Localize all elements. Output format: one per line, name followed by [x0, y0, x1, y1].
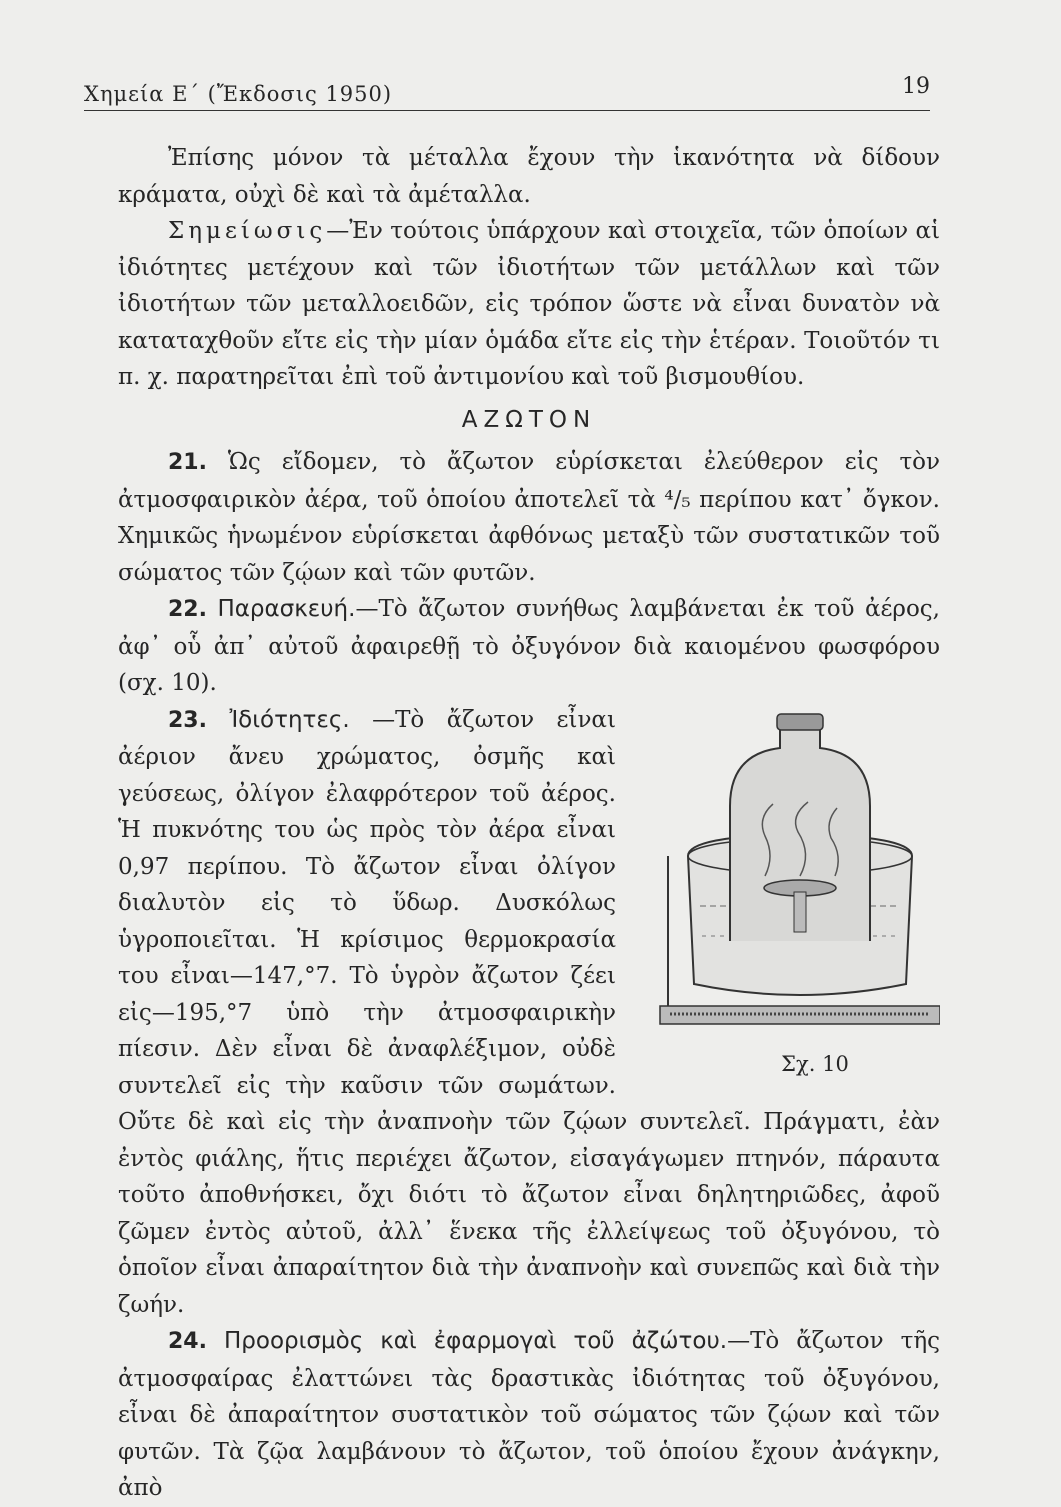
- note-lead: Σημείωσις: [168, 218, 327, 244]
- header-title: Χημεία Ε΄ (Ἔκδοσις 1950): [84, 82, 393, 106]
- section-23-text: —Τὸ ἄζωτον εἶναι ἀέριον ἄνευ χρώματος, ὀσμῆς καὶ γεύσεως, ὀλίγον ἐλαφρότερον τοῦ ἀέρος. Ἡ πυκνότης του ὡς πρὸς τὸν ἀέρα εἶναι 0,97 περίπου. Τὸ ἄζωτον εἶναι ὀλίγον διαλυτὸν εἰς τὸ ὕδωρ. Δυσκόλως ὑγροποιεῖται. Ἡ κρίσιμος θερμοκρασία του εἶναι—147,°7. Τὸ ὑγρὸν ἄζωτον ζέει εἰς—195,°7 ὑπὸ τὴν ἀτμοσφαιρικὴν πίεσιν. Δὲν εἶναι δὲ ἀναφλέξιμον, οὐδὲ συντελεῖ εἰς τὴν καῦσιν τῶν σωμάτων. Οὔτε δὲ καὶ εἰς τὴν ἀναπνοὴν τῶν ζῴων συντελεῖ. Πράγματι, ἐὰν ἐντὸς φιάλης, ἥτις περιέχει ἄζωτον, εἰσαγάγωμεν πτηνόν, πάραυτα τοῦτο ἀποθνήσκει, ὄχι διότι τὸ ἄζωτον εἶναι δηλητηριῶδες, ἀφοῦ ζῶμεν ἐντὸς αὐτοῦ, ἀλλ᾿ ἕνεκα τῆς ἐλλείψεως τοῦ ὀξυγόνου, τὸ ὁποῖον εἶναι ἀπαραίτητον διὰ τὴν ἀναπνοὴν καὶ συνεπῶς καὶ διὰ τὴν ζωήν.: [118, 706, 940, 1318]
- section-21-number: 21.: [168, 450, 207, 475]
- section-24-number: 24.: [168, 1329, 207, 1354]
- note-text: —Ἐν τούτοις ὑπάρχουν καὶ στοιχεῖα, τῶν ὁποίων αἱ ἰδιότητες μετέχουν καὶ τῶν ἰδιοτήτων τῶν μετάλλων καὶ τῶν ἰδιοτήτων τῶν μεταλλοειδῶν, εἰς τρόπον ὥστε νὰ εἶναι δυνατὸν νὰ καταταχθοῦν εἴτε εἰς τὴν μίαν ὁμάδα εἴτε εἰς τὴν ἑτέραν. Τοιοῦτόν τι π. χ. παρατηρεῖται ἐπὶ τοῦ ἀντιμονίου καὶ τοῦ βισμουθίου.: [118, 218, 940, 390]
- bell-jar-illustration: [640, 706, 940, 1046]
- figure-caption: Σχ. 10: [781, 1051, 849, 1076]
- section-21-text: Ὡς εἴδομεν, τὸ ἄζωτον εὑρίσκεται ἐλεύθερον εἰς τὸν ἀτμοσφαιρικὸν ἀέρα, τοῦ ὁποίου ἀποτελεῖ τὰ ⁴/₅ περίπου κατ᾿ ὄγκον. Χημικῶς ἡνωμένον εὑρίσκεται ἀφθόνως μεταξὺ τῶν συστατικῶν τοῦ σώματος τῶν ζῴων καὶ τῶν φυτῶν.: [118, 449, 940, 586]
- section-23: [118, 702, 940, 1324]
- running-header: [84, 68, 930, 111]
- page-number: 19: [902, 74, 930, 99]
- section-22-text: —Τὸ ἄζωτον συνήθως λαμβάνεται ἐκ τοῦ ἀέρος, ἀφ᾿ οὗ ἀπ᾿ αὐτοῦ ἀφαιρεθῇ τὸ ὀξυγόνον διὰ καιομένου φωσφόρου (σχ. 10).: [118, 596, 940, 696]
- figure-10: [640, 706, 940, 1076]
- section-heading: ΑΖΩΤΟΝ: [461, 406, 597, 433]
- paragraph-metals: Ἐπίσης μόνον τὰ μέταλλα ἔχουν τὴν ἱκανότητα νὰ δίδουν κράματα, οὐχὶ δὲ καὶ τὰ ἀμέταλλα.: [118, 145, 940, 208]
- section-23-number: 23.: [168, 707, 207, 733]
- section-23-title: Ἰδιότητες.: [206, 706, 350, 733]
- section-24: [118, 1323, 940, 1507]
- paragraph-note: [118, 213, 940, 396]
- section-22-title: Παρασκευή.: [206, 596, 356, 622]
- section-24-title: Προορισμὸς καὶ ἐφαρμογαὶ τοῦ ἀζώτου.: [206, 1328, 728, 1354]
- section-22-number: 22.: [168, 597, 207, 622]
- section-21: [118, 444, 940, 591]
- page-body: [118, 140, 940, 1507]
- section-22: [118, 591, 940, 702]
- section-24-text: —Τὸ ἄζωτον τῆς ἀτμοσφαίρας ἐλαττώνει τὰς δραστικὰς ἰδιότητας τοῦ ὀξυγόνου, εἶναι δὲ ἀπαραίτητον συστατικὸν τοῦ σώματος τῶν ζῴων καὶ τῶν φυτῶν. Τὰ ζῷα λαμβάνουν τὸ ἄζωτον, τοῦ ὁποίου ἔχουν ἀνάγκην, ἀπὸ: [118, 1328, 940, 1501]
